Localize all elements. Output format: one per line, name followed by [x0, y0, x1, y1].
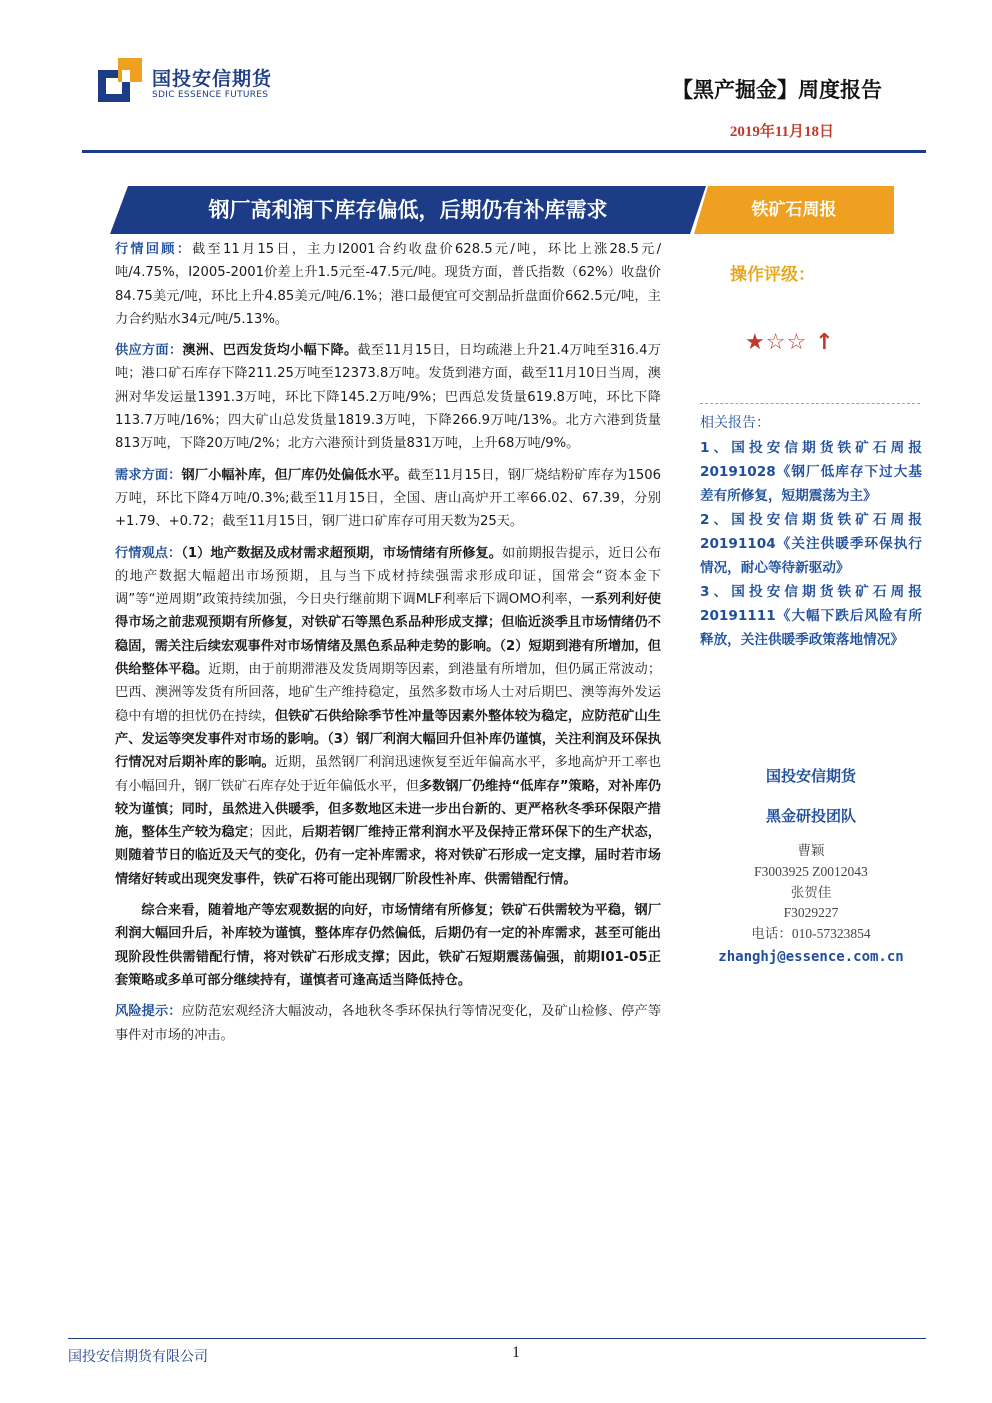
- report-date: 2019年11月18日: [729, 124, 834, 140]
- section-market-label: 行情回顾：: [115, 242, 193, 257]
- section-supply-text: 截至11月15日，日均疏港上升21.4万吨至316.4万吨；港口矿石库存下降211.25万吨至12373.8万吨。发货到港方面，截至11月10日当周，澳洲对华发运量1391.3万吨，环比下降145.2万吨/9%；巴西总发货量619.8万吨，环比下降113.7万吨/16%；四大矿山总发货量1819.3万吨，下降266.9万吨/13%。北方六港到货量813万吨，下降20万吨/2%；北方六港预计到货量831万吨，上升68万吨/9%。: [115, 343, 661, 452]
- logo-name-en: SDIC ESSENCE FUTURES: [152, 90, 269, 100]
- related-report-link[interactable]: 1、国投安信期货铁矿石周报20191028《钢厂低库存下过大基差有所修复，短期震荡为主》: [700, 440, 922, 504]
- main-content: [115, 238, 661, 1055]
- rating-star-icons: ★☆☆: [745, 330, 808, 355]
- related-report-link[interactable]: 3、国投安信期货铁矿石周报20191111《大幅下跌后风险有所释放，关注供暖季政策落地情况》: [700, 584, 922, 648]
- logo-mark-icon: [98, 58, 142, 102]
- team-company: 国投安信期货: [765, 767, 856, 785]
- section-demand-text: 截至11月15日，钢厂烧结粉矿库存为1506万吨，环比下降4万吨/0.3%;截至11月15日，全国、唐山高炉开工率66.02、67.39，分别+1.79、+0.72；截至11月15日，钢厂进口矿库存可用天数为25天。: [115, 467, 662, 530]
- page-number: 1: [512, 1344, 520, 1361]
- view-point-4-bold: 多数钢厂仍维持“低库存”策略，对补库仍较为谨慎；同时，虽然进入供暖季，但多数地区未进一步出台新的、更严格秋冬季环保限产措施，整体生产较为稳定: [115, 778, 661, 841]
- footer-company: 国投安信期货有限公司: [68, 1349, 208, 1365]
- analyst-name: 曹颖: [797, 843, 825, 858]
- view-point-2-bold: 一系列利好使得市场之前悲观预期有所修复，对铁矿石等黑色系品种形成支撑；但临近淡季且市场情绪仍不稳固，需关注后续宏观事件对市场情绪及黑色系品种走势的影响。（2）短期到港有所增加，但供给整体平稳。: [115, 592, 661, 678]
- related-reports-list: [700, 436, 922, 652]
- section-supply-headline: 澳洲、巴西发货均小幅下降。: [182, 343, 358, 359]
- analyst-list: [700, 841, 922, 945]
- analyst-license: F3029227: [783, 905, 839, 921]
- analyst-license: F3003925 Z0012043: [754, 863, 868, 879]
- section-market-text: 截至11月15日，主力I2001合约收盘价628.5元/吨，环比上涨28.5元/吨/4.75%，I2005-2001价差上升1.5元至-47.5元/吨。现货方面，普氏指数（62%）收盘价84.75美元/吨，环比上升4.85美元/吨/6.1%；港口最便宜可交割品折盘面价662.5元/吨，主力合约贴水34元/吨/5.13%。: [115, 242, 662, 327]
- section-supply-label: 供应方面：: [115, 343, 183, 359]
- analyst-name: 张贺佳: [790, 884, 832, 900]
- view-point-5-bold: 后期若钢厂维持正常利润水平及保持正常环保下的生产状态，则随着节日的临近及天气的变化，仍有一定补库需求，将对铁矿石形成一定支撑，届时若市场情绪好转或出现突发事件，铁矿石将可能出现钢厂阶段性补库、供需错配行情。: [115, 825, 661, 887]
- company-logo: [98, 58, 298, 106]
- section-market: [115, 238, 661, 331]
- view-point-2-text: 近期，由于前期滞港及发货周期等因素，到港量有所增加，但仍属正常波动；巴西、澳洲等发货有所回落，地矿生产维持稳定，虽然多数市场人士对后期巴、澳等海外发运稳中有增的担忧仍在持续，: [115, 662, 662, 724]
- category-tag-label: 铁矿石周报: [751, 200, 837, 220]
- section-demand-label: 需求方面：: [115, 467, 182, 483]
- related-reports-title: 相关报告：: [700, 415, 770, 431]
- section-demand: [115, 464, 661, 534]
- section-view: [115, 542, 661, 891]
- contact-email[interactable]: zhanghj@essence.com.cn: [718, 948, 904, 965]
- contact-phone: 电话：010-57323854: [751, 926, 871, 942]
- category-tag: [694, 186, 894, 234]
- logo-name-cn: 国投安信期货: [152, 68, 273, 90]
- view-point-1-text: 如前期报告提示，近日公布的地产数据大幅超出市场预期，且与当下成材持续强需求形成印证，国常会“资本金下调”等“逆周期”政策持续加强，今日央行继前期下调MLF利率后下调OMO利率，: [115, 545, 662, 608]
- section-demand-headline: 钢厂小幅补库，但厂库仍处偏低水平。: [181, 467, 408, 483]
- section-summary: [115, 899, 661, 992]
- view-point-1-bold: （1）地产数据及成材需求超预期，市场情绪有所修复。: [181, 545, 503, 561]
- title-banner: [110, 186, 706, 234]
- rating-up-arrow-icon: ↑: [815, 330, 835, 355]
- view-point-3-text: 近期，虽然钢厂利润迅速恢复至近年偏高水平，多地高炉开工率也有小幅回升，钢厂铁矿石库存处于近年偏低水平，但: [115, 755, 661, 794]
- view-point-4-text: ；因此，: [248, 825, 302, 841]
- footer-divider: [68, 1338, 926, 1339]
- view-point-3-bold: 但铁矿石供给除季节性冲量等因素外整体较为稳定，应防范矿山生产、发运等突发事件对市场的影响。（3）钢厂利润大幅回升但补库仍谨慎，关注利润及环保执行情况对后期补库的影响。: [115, 708, 661, 771]
- section-supply: [115, 339, 661, 455]
- header-divider: [82, 150, 926, 153]
- report-type: 【黑产掘金】周度报告: [672, 78, 882, 102]
- related-divider: [700, 403, 920, 404]
- research-team: [700, 765, 922, 969]
- rating-stars: [745, 330, 835, 355]
- section-risk-label: 风险提示：: [115, 1004, 182, 1020]
- section-risk-text: 应防范宏观经济大幅波动，各地秋冬季环保执行等情况变化，及矿山检修、停产等事件对市场的冲击。: [115, 1004, 662, 1043]
- section-summary-lead: 综合来看，: [141, 903, 209, 919]
- related-report-link[interactable]: 2、国投安信期货铁矿石周报20191104《关注供暖季环保执行情况，耐心等待新驱动》: [700, 512, 922, 576]
- team-name: 黑金研投团队: [765, 807, 856, 825]
- section-summary-text: 随着地产等宏观数据的向好，市场情绪有所修复；铁矿石供需较为平稳，钢厂利润大幅回升后，补库较为谨慎，整体库存仍然偏低，后期仍有一定的补库需求，甚至可能出现阶段性供需错配行情，将对铁矿石形成支撑；因此，铁矿石短期震荡偏强，前期I01-05正套策略或多单可部分继续持有，谨慎者可逢高适当降低持仓。: [115, 903, 662, 988]
- rating-label: 操作评级：: [730, 265, 815, 285]
- report-title: 钢厂高利润下库存偏低，后期仍有补库需求: [208, 198, 608, 222]
- section-risk: [115, 1000, 661, 1047]
- section-view-label: 行情观点：: [115, 545, 182, 561]
